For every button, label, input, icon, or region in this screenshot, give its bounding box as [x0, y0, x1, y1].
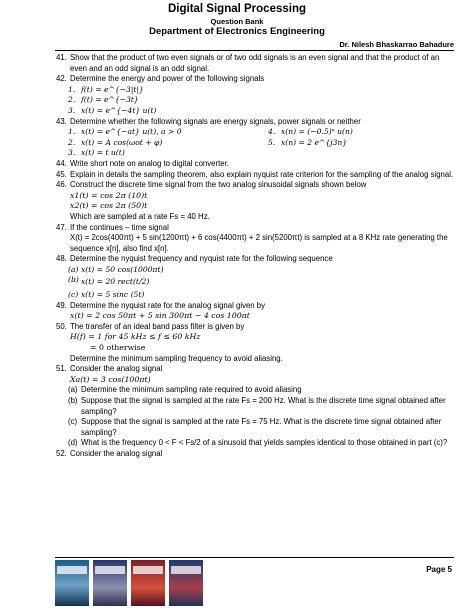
question-50 — [56, 322, 456, 333]
sub-item — [56, 95, 456, 106]
footer-divider — [55, 557, 454, 558]
book-covers — [55, 560, 203, 606]
question-text: Determine whether the following signals are energy signals, power signals or neither — [70, 116, 361, 126]
sub-item — [256, 127, 456, 138]
equation: x1(t) = cos 2π (10)t — [70, 190, 148, 200]
sub-item — [56, 85, 456, 96]
question-text: The transfer of an ideal band pass filter is given by — [70, 321, 245, 331]
sub-text: x(t) = 50 cos(1000πt) — [81, 264, 164, 274]
question-number: 41. — [56, 53, 67, 62]
question-text: Show that the product of two even signals or of two odd signals is an even signal and that the product of an even and an odd signal is an odd signal. — [70, 53, 440, 73]
sub-item — [56, 290, 456, 301]
equation: Xa(t) = 3 cos(100πt) — [70, 374, 151, 384]
sub-number: 1. — [68, 84, 76, 94]
question-number: 44. — [56, 158, 67, 168]
question-47 — [56, 223, 456, 234]
sub-item — [256, 138, 456, 149]
sub-item — [56, 275, 456, 290]
sub-item — [56, 396, 456, 417]
sub-text: What is the frequency 0 < F < Fs/2 of a sinusoid that yields samples identical to those obtained in part (c)? — [81, 438, 448, 448]
document-title: Digital Signal Processing — [167, 3, 307, 15]
sub-text: x(t) = 5 sinc (5t) — [81, 290, 145, 300]
sub-text: Determine the minimum sampling rate required to avoid aliasing — [81, 385, 302, 395]
sub-text: Suppose that the signal is sampled at the rate Fs = 200 Hz. What is the discrete time signal obtained after sampling? — [81, 396, 446, 416]
sub-number: (b) — [68, 396, 78, 405]
book-cover-image — [55, 560, 89, 606]
question-number: 46. — [56, 180, 67, 190]
question-text: Determine the nyquist frequency and nyquist rate for the following sequence — [70, 254, 333, 264]
question-45 — [56, 170, 456, 181]
question-48 — [56, 254, 456, 265]
question-text: If the continues – time signal — [70, 222, 169, 232]
page-number: Page 5 — [426, 565, 452, 574]
question-44 — [56, 159, 456, 170]
equation: x2(t) = cos 2π (50)t — [70, 201, 148, 211]
sub-item — [56, 417, 456, 438]
sub-text: x(t) = e^{−4t} u(t) — [81, 105, 157, 115]
sub-text: x(n) = (−0.5)ⁿ u(n) — [281, 127, 353, 137]
sub-number: (c) — [68, 290, 79, 300]
equation: = 0 otherwise — [90, 343, 146, 353]
question-number: 50. — [56, 321, 67, 331]
sub-number: 2. — [68, 95, 76, 105]
question-49 — [56, 301, 456, 312]
sub-row — [56, 138, 456, 149]
sub-item — [56, 438, 456, 449]
sub-text: x(n) = 2 e^{j3n} — [281, 137, 348, 147]
question-text: Determine the nyquist rate for the analog signal given by — [70, 300, 266, 310]
equation: H(f) = 1 for 45 kHz ≤ f ≤ 60 kHz — [70, 332, 201, 342]
sub-number: (a) — [68, 264, 79, 274]
question-list — [56, 53, 456, 460]
sub-item — [56, 127, 256, 138]
question-text: Determine the energy and power of the following signals — [70, 74, 265, 84]
sub-item — [56, 265, 456, 276]
sub-number: (d) — [68, 438, 78, 448]
question-43 — [56, 117, 456, 128]
question-number: 47. — [56, 222, 67, 232]
header-divider — [55, 50, 454, 51]
sub-item — [56, 106, 456, 117]
question-body: X(t) = 2cos(400πt) + 5 sin(1200πt) + 6 cos(4400πt) + 2 sin(5200πt) is sampled at a 8 KHz rate generating the sequence x[n], also find x[n]. — [70, 233, 448, 253]
question-note: Which are sampled at a rate Fs = 40 Hz. — [70, 211, 210, 221]
question-number: 48. — [56, 254, 67, 264]
sub-text: x(t) = 20 rect(t/2) — [81, 277, 150, 287]
sub-text: x(t) = t u(t) — [81, 148, 125, 158]
question-text: Construct the discrete time signal from the two analog sinusoidal signals shown below — [70, 180, 367, 190]
question-number: 51. — [56, 364, 67, 374]
question-46 — [56, 180, 456, 191]
sub-item — [56, 138, 256, 149]
question-note: Determine the minimum sampling frequency to avoid aliasing. — [70, 353, 283, 363]
question-text: Consider the analog signal — [70, 364, 163, 374]
question-52 — [56, 449, 456, 460]
sub-item — [56, 148, 456, 159]
sub-item — [56, 385, 456, 396]
question-text: Explain in details the sampling theorem, also explain nyquist rate criterion for the sampling of the analog signal. — [70, 169, 454, 179]
book-cover-image — [93, 560, 127, 606]
document-subtitle: Question Bank — [210, 17, 264, 26]
question-text: Write short note on analog to digital converter. — [70, 158, 229, 168]
question-number: 43. — [56, 116, 67, 126]
sub-row — [56, 127, 456, 138]
book-cover-image — [169, 560, 203, 606]
sub-text: f(t) = e^{−3t} — [81, 95, 139, 105]
sub-text: f(t) = e^{−3|t|} — [81, 84, 144, 94]
question-number: 49. — [56, 300, 67, 310]
sub-number: (a) — [68, 385, 78, 395]
question-text: Consider the analog signal — [70, 448, 163, 458]
author-name: Dr. Nilesh Bhaskarrao Bahadure — [339, 40, 454, 49]
sub-number: (b) — [68, 275, 79, 285]
question-number: 52. — [56, 448, 67, 458]
sub-text: Suppose that the signal is sampled at the rate Fs = 75 Hz. What is the discrete time signal obtained after sampling? — [81, 417, 442, 437]
book-cover-image — [131, 560, 165, 606]
sub-number: 5. — [268, 137, 276, 147]
sub-number: 2. — [68, 137, 76, 147]
question-41 — [56, 53, 456, 74]
department-name: Department of Electronics Engineering — [149, 26, 325, 37]
question-number: 45. — [56, 169, 67, 179]
sub-number: 1. — [68, 127, 76, 137]
sub-text: x(t) = A cos(ωot + φ) — [81, 137, 163, 147]
sub-number: 4. — [268, 127, 276, 137]
sub-number: (c) — [68, 417, 78, 427]
sub-number: 3. — [68, 148, 76, 158]
question-42 — [56, 74, 456, 85]
sub-number: 3. — [68, 105, 76, 115]
question-number: 42. — [56, 74, 67, 84]
question-51 — [56, 364, 456, 375]
equation: x(t) = 2 cos 50πt + 5 sin 300πt − 4 cos 100πt — [70, 311, 250, 321]
sub-text: x(t) = e^{−at} u(t), a > 0 — [81, 127, 182, 137]
